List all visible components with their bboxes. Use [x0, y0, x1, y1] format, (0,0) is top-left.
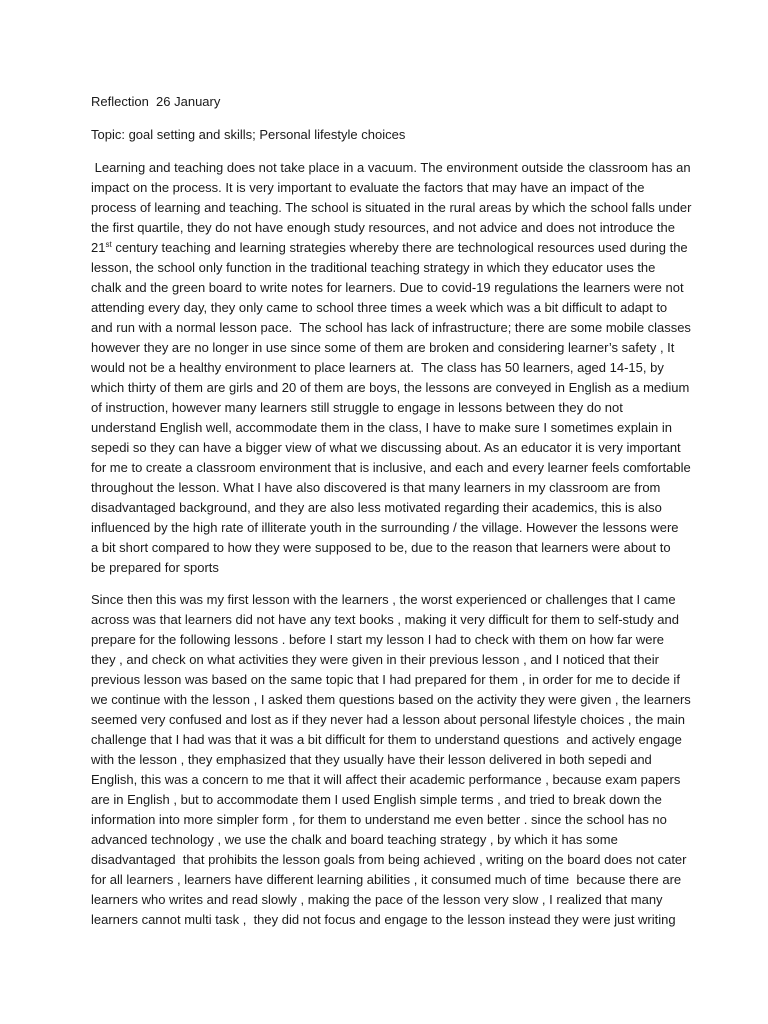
paragraph-line: across was that learners did not have any text books , making it very difficult for them to self-study and: [91, 612, 679, 627]
paragraph-line: advanced technology , we use the chalk and board teaching strategy , by which it has some: [91, 832, 618, 847]
paragraph-line: influenced by the high rate of illiterate youth in the surrounding / the village. However the lessons were: [91, 520, 679, 535]
paragraph-line: lesson, the school only function in the traditional teaching strategy in which they educator uses the: [91, 260, 656, 275]
paragraph-line: understand English well, accommodate them in the class, I have to make sure I sometimes explain in: [91, 420, 672, 435]
paragraph-line: throughout the lesson. What I have also discovered is that many learners in my classroom are from: [91, 480, 661, 495]
century-line-rest: century teaching and learning strategies whereby there are technological resources used during the: [111, 240, 688, 255]
paragraph-line: previous lesson was based on the same topic that I had prepared for them , in order for me to decide if: [91, 672, 680, 687]
topic-line: Topic: goal setting and skills; Personal lifestyle choices: [91, 127, 406, 142]
paragraph-line: seemed very confused and lost as if they never had a lesson about personal lifestyle choices , the main: [91, 712, 686, 727]
paragraph-line: learners who writes and read slowly , making the pace of the lesson very slow , I realized that many: [91, 892, 663, 907]
paragraph-line: are in English , but to accommodate them I used English simple terms , and tried to break down the: [91, 792, 662, 807]
paragraph-2: [91, 590, 691, 930]
paragraph-line: sepedi so they can have a bigger view of what we discussing about. As an educator it is very important: [91, 440, 681, 455]
paragraph-line: the first quartile, they do not have enough study resources, and not advice and does not introduce the: [91, 220, 675, 235]
paragraph-line: Learning and teaching does not take place in a vacuum. The environment outside the classroom has an: [91, 160, 691, 175]
paragraph-line: they , and check on what activities they were given in their previous lesson , and I noticed that their: [91, 652, 659, 667]
paragraph-line: which thirty of them are girls and 20 of them are boys, the lessons are conveyed in English as a medium: [91, 380, 690, 395]
paragraph-line: we continue with the lesson , I asked them questions based on the activity they were given , the learners: [91, 692, 691, 707]
paragraph-line: prepare for the following lessons . before I start my lesson I had to check with them on how far were: [91, 632, 665, 647]
paragraph-line: with the lesson , they emphasized that they usually have their lesson delivered in both sepedi and: [91, 752, 652, 767]
paragraph-line: for me to create a classroom environment that is inclusive, and each and every learner feels comfortable: [91, 460, 691, 475]
paragraph-line: disadvantaged that prohibits the lesson goals from being achieved , writing on the board does not cater: [91, 852, 687, 867]
paragraph-1: [91, 158, 691, 578]
paragraph-line: English, this was a concern to me that it will affect their academic performance , because exam papers: [91, 772, 681, 787]
paragraph-line: a bit short compared to how they were supposed to be, due to the reason that learners were about to: [91, 540, 671, 555]
paragraph-line: would not be a healthy environment to place learners at. The class has 50 learners, aged 14-15, by: [91, 360, 664, 375]
paragraph-line: impact on the process. It is very important to evaluate the factors that may have an impact of the: [91, 180, 645, 195]
paragraph-line: of instruction, however many learners still struggle to engage in lessons between they do not: [91, 400, 623, 415]
paragraph-line: chalk and the green board to write notes for learners. Due to covid-19 regulations the learners were not: [91, 280, 684, 295]
paragraph-line: process of learning and teaching. The school is situated in the rural areas by which the school falls under: [91, 200, 692, 215]
paragraph-line: however they are no longer in use since some of them are broken and considering learner’s safety , It: [91, 340, 675, 355]
paragraph-line: and run with a normal lesson pace. The school has lack of infrastructure; there are some mobile classes: [91, 320, 691, 335]
paragraph-line: for all learners , learners have different learning abilities , it consumed much of time because there are: [91, 872, 682, 887]
reflection-title: Reflection 26 January: [91, 94, 221, 109]
paragraph-line: information into more simpler form , for them to understand me even better . since the school has no: [91, 812, 667, 827]
paragraph-line: attending every day, they only came to school three times a week which was a bit difficult to adapt to: [91, 300, 668, 315]
ordinal-superscript: st: [105, 240, 112, 249]
century-number: 21: [91, 240, 106, 255]
paragraph-line: be prepared for sports: [91, 560, 219, 575]
paragraph-line: Since then this was my first lesson with the learners , the worst experienced or challenges that I came: [91, 592, 676, 607]
paragraph-line: disadvantaged background, and they are also less motivated regarding their academics, this is also: [91, 500, 662, 515]
paragraph-line: [91, 238, 691, 258]
paragraph-line: learners cannot multi task , they did not focus and engage to the lesson instead they were just writing: [91, 912, 676, 927]
paragraph-line: challenge that I had was that it was a bit difficult for them to understand questions and actively engage: [91, 732, 682, 747]
